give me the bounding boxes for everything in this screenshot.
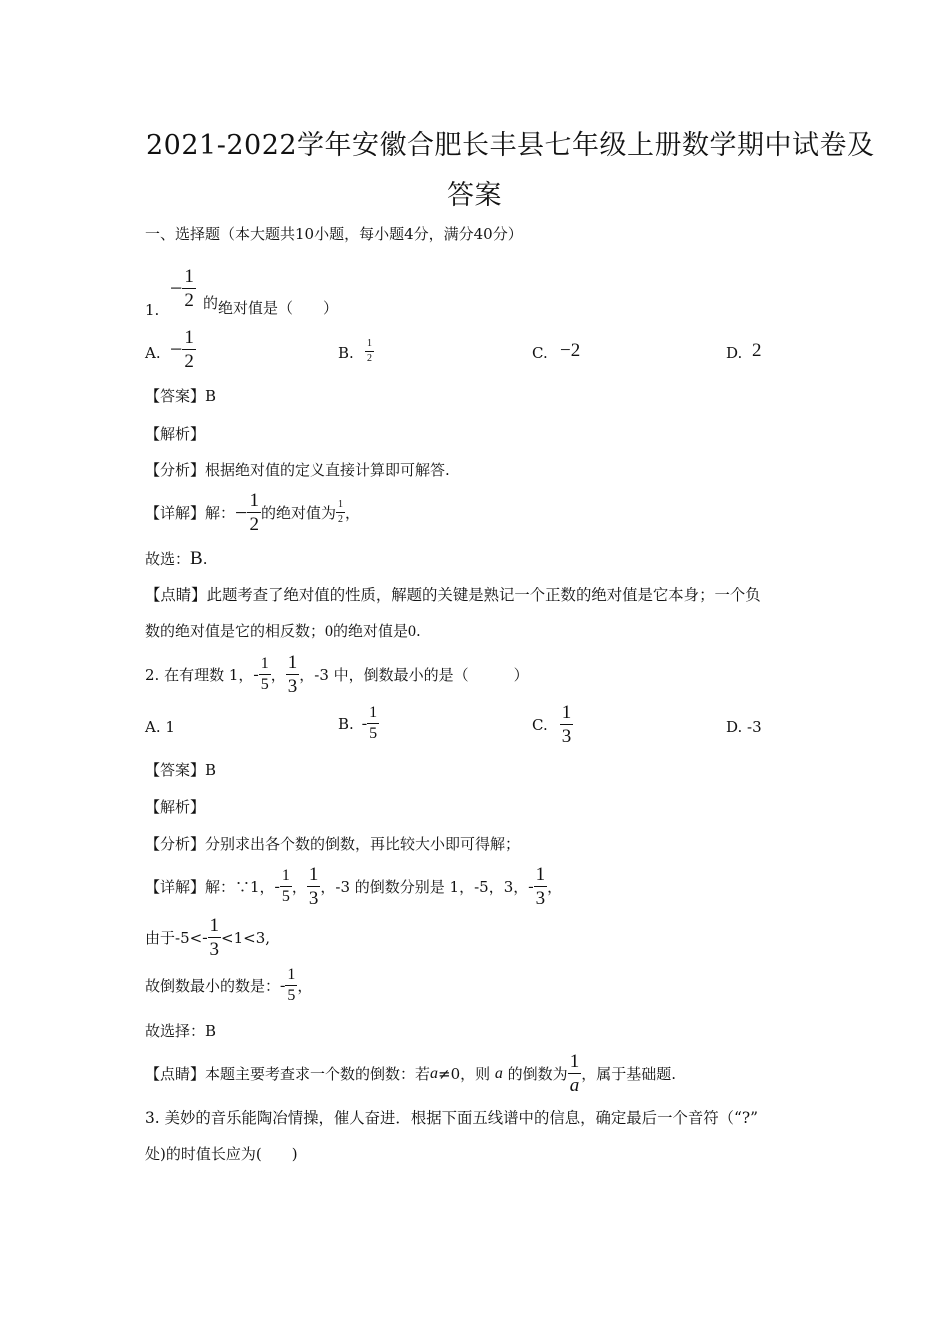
q2-detail-f2-numerator: 1 (308, 864, 319, 885)
q2-detail-fraction-2 (307, 865, 321, 908)
q1-detail-mid: 的绝对值为 (260, 503, 336, 522)
q2-detail-fraction-3 (534, 865, 548, 908)
q1-fraction-numerator: 1 (184, 266, 194, 287)
q2-answer: 【答案】B (145, 761, 217, 779)
q1-option-a-label: A. (145, 344, 161, 362)
q2-detail-f1-numerator: 1 (280, 868, 292, 887)
q2-dianjing-text-b: ≠0，则 (438, 1064, 495, 1083)
q2-dianjing-line (145, 1052, 676, 1095)
q1-fraction-expr (170, 267, 196, 310)
q2-option-c-fraction (560, 703, 574, 746)
q1-option-d-label: D. (726, 344, 743, 362)
q2-detail-minus-1: - (274, 877, 280, 895)
q1-answer: 【答案】B (145, 387, 217, 405)
q2-least-text: 故倒数最小的数是： (145, 976, 281, 995)
q2-detail-f3-numerator: 1 (535, 864, 546, 885)
q1-option-b-denominator: 2 (367, 353, 372, 364)
q1-choose-value: B (190, 548, 203, 569)
q2-stem-f2-denominator: 3 (287, 676, 298, 697)
q1-option-a-minus: − (170, 336, 183, 362)
q2-choose: 故选择：B (145, 1022, 217, 1040)
q2-stem-f1-numerator: 1 (259, 656, 271, 675)
q1-option-d-value: 2 (752, 340, 762, 361)
q1-option-a-value (170, 328, 196, 371)
q2-option-d: D. -3 (726, 718, 762, 736)
document-title-line2: 答案 (447, 180, 502, 211)
q2-stem-text-a: 2. 在有理数 1， (145, 665, 254, 684)
q2-option-b-fraction (367, 705, 379, 742)
q2-since-text-b: <1<3, (221, 928, 271, 947)
q1-detail-end: ， (344, 503, 360, 522)
q2-stem-sep: ， (270, 665, 286, 684)
q2-option-b-label: B. (338, 714, 354, 733)
q1-option-a-numerator: 1 (184, 327, 194, 348)
q2-detail-end: ， (547, 877, 563, 896)
q2-option-a: A. 1 (145, 718, 175, 736)
q2-fenxi: 【分析】分别求出各个数的倒数，再比较大小即可得解； (145, 835, 521, 853)
q1-option-b-fraction (365, 339, 374, 364)
q1-analysis-heading: 【解析】 (145, 425, 206, 443)
q1-detail-result-fraction (336, 500, 345, 525)
q3-stem-line1: 3. 美妙的音乐能陶冶情操，催人奋进．根据下面五线谱中的信息，确定最后一个音符（“?” (145, 1109, 759, 1127)
q1-dianjing-zero-b: 0 (408, 623, 417, 640)
q2-option-c-denominator: 3 (561, 726, 572, 747)
q2-option-b-minus: - (361, 714, 368, 732)
q2-dianjing-variable-a2: a (494, 1064, 503, 1082)
q2-least-numerator: 1 (285, 967, 297, 986)
q1-choose-end: . (202, 550, 208, 568)
q1-option-b-value (365, 339, 374, 364)
q2-detail-sep: ， (291, 877, 307, 896)
q2-stem-text-b: ，-3 中，倒数最小的是（ ） (299, 665, 529, 684)
q2-stem-fraction-2 (286, 653, 300, 696)
q1-choose-prefix: 故选： (145, 550, 191, 568)
q1-option-c-label: C. (532, 344, 548, 362)
q2-least-line (145, 967, 312, 1004)
q2-option-c (532, 703, 573, 746)
q1-dianjing-text-c: 的绝对值是 (333, 622, 409, 640)
q2-detail-minus-2: - (528, 877, 534, 895)
q2-least-end: ， (297, 976, 313, 995)
q2-detail-text-a: 【详解】解：∵1， (145, 877, 275, 896)
q1-detail-denominator: 2 (249, 514, 259, 535)
q1-detail-minus: − (235, 499, 248, 525)
q1-fenxi: 【分析】根据绝对值的定义直接计算即可解答. (145, 461, 450, 479)
q1-dianjing-line2 (145, 621, 421, 641)
q2-detail-line (145, 865, 562, 908)
q2-detail-fraction-1 (280, 868, 292, 905)
q1-option-a-denominator: 2 (184, 351, 194, 372)
q2-dianjing-text-c: 的倒数为 (502, 1064, 568, 1083)
q1-stem-de: 的 (203, 294, 219, 312)
q2-detail-text-b: ，-3 的倒数分别是 1，-5，3， (320, 877, 529, 896)
q1-detail-result-denominator: 2 (337, 514, 343, 525)
q1-option-b-label: B. (338, 344, 354, 362)
document-title-line1: 2021-2022学年安徽合肥长丰县七年级上册数学期中试卷及 (146, 130, 875, 161)
q2-detail-f1-denominator: 5 (281, 888, 290, 905)
q1-option-c-value: −2 (560, 340, 581, 361)
q2-since-fraction (208, 916, 222, 959)
q2-stem-fraction-1 (259, 656, 271, 693)
q2-option-b-numerator: 1 (367, 705, 379, 724)
q2-since-text-a: 由于-5< (145, 928, 203, 947)
q2-since-minus: - (202, 928, 208, 946)
section-header: 一、选择题（本大题共10小题，每小题4分，满分40分） (145, 225, 523, 243)
q2-detail-f2-denominator: 3 (308, 888, 319, 909)
q2-analysis-heading: 【解析】 (145, 798, 206, 816)
q2-option-b-denominator: 5 (369, 725, 378, 742)
q2-stem-f1-denominator: 5 (260, 676, 269, 693)
q1-detail-fraction (247, 491, 261, 534)
q2-stem-minus: - (253, 665, 259, 683)
q2-since-line (145, 916, 270, 959)
q2-dianjing-fraction (568, 1052, 582, 1095)
q1-number: 1. (145, 301, 160, 319)
q1-dianjing-line1: 【点睛】此题考查了绝对值的性质，解题的关键是熟记一个正数的绝对值是它本身；一个负 (145, 586, 761, 604)
q2-option-c-label: C. (532, 715, 548, 734)
q2-dianjing-text-a: 【点睛】本题主要考查求一个数的倒数：若 (145, 1064, 431, 1083)
q2-since-numerator: 1 (209, 915, 220, 936)
q2-least-fraction (285, 967, 297, 1004)
q1-detail-prefix: 【详解】解： (145, 503, 236, 522)
q2-least-denominator: 5 (287, 987, 296, 1004)
q1-fraction (182, 267, 196, 310)
q2-stem-f2-numerator: 1 (287, 652, 298, 673)
q1-option-a-fraction (182, 328, 196, 371)
q1-minus-sign: − (170, 275, 183, 301)
q2-dianjing-text-d: ，属于基础题. (581, 1064, 676, 1083)
q2-option-b (338, 705, 379, 742)
q1-stem-text: 绝对值是（ ） (218, 299, 339, 317)
q1-detail-numerator: 1 (249, 490, 259, 511)
q1-option-b-numerator: 1 (365, 339, 374, 352)
q1-fraction-denominator: 2 (184, 290, 194, 311)
q2-detail-f3-denominator: 3 (535, 888, 546, 909)
q2-option-c-numerator: 1 (561, 702, 572, 723)
q1-dianjing-text-a: 数的绝对值是它的相反数； (145, 622, 326, 640)
q2-dianjing-variable-a: a (430, 1064, 439, 1082)
q2-dianjing-denominator: a (569, 1075, 580, 1096)
q2-since-denominator: 3 (209, 939, 220, 960)
q3-stem-line2: 处)的时值长应为( ) (145, 1145, 298, 1163)
q1-dianjing-zero-a: 0 (325, 623, 334, 640)
q1-dianjing-period: . (416, 622, 421, 640)
q2-stem (145, 653, 529, 696)
q2-dianjing-numerator: 1 (569, 1051, 580, 1072)
q1-detail-result-numerator: 1 (336, 500, 345, 513)
q2-least-minus: - (280, 976, 286, 994)
q1-detail-line (145, 491, 360, 534)
q1-choose-line (145, 548, 207, 570)
